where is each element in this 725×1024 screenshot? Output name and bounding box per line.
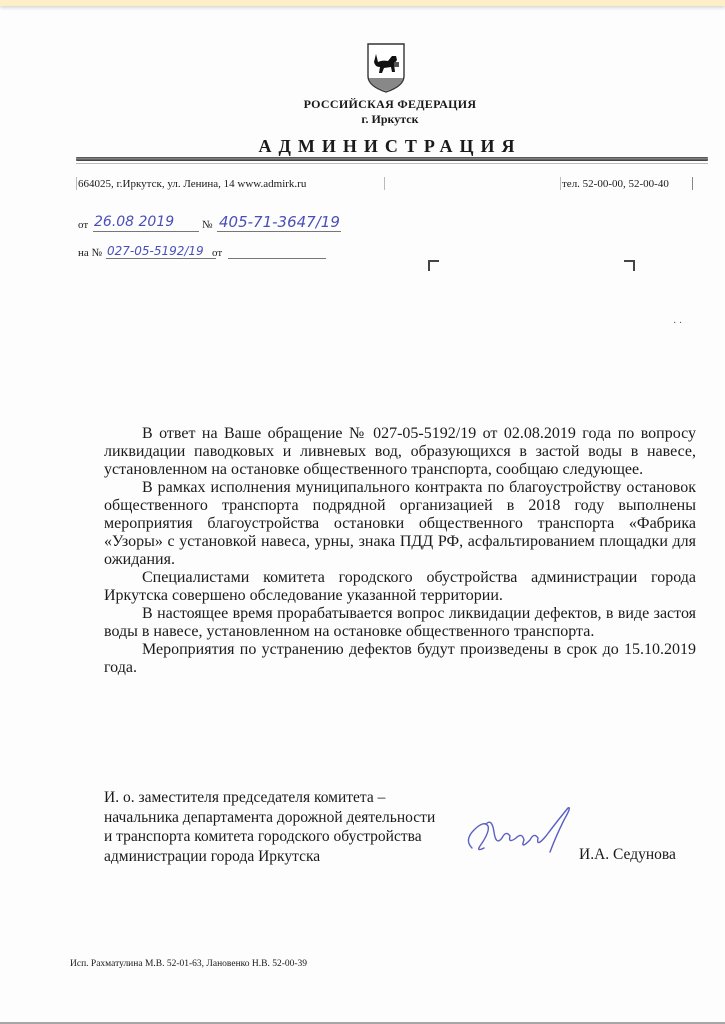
phone-line: тел. 52-00-00, 52-00-40 bbox=[562, 178, 669, 190]
date-value: 26.08 2019 bbox=[94, 214, 175, 230]
number-value: 405-71-3647/19 bbox=[219, 213, 340, 231]
address-line: 664025, г.Иркутск, ул. Ленина, 14 www.admirk.ru bbox=[78, 178, 307, 190]
paragraph-1: В ответ на Ваше обращение № 027-05-5192/19 от 02.08.2019 года по вопросу ликвидации паводковых и ливневых вод, образующихся в застой воды в навесе, установленном на остановке общественного транспорта, сообщаю следующее. bbox=[104, 425, 696, 478]
letter-body bbox=[104, 425, 696, 677]
addressee-dots: · · bbox=[673, 318, 683, 329]
reply-number-label: на № bbox=[78, 247, 103, 259]
reply-date-label: от bbox=[212, 247, 223, 259]
address-bracket-right bbox=[384, 177, 385, 190]
coat-of-arms-icon bbox=[366, 42, 406, 94]
addressee-corner-right bbox=[624, 260, 635, 271]
reply-number-value: 027-05-5192/19 bbox=[107, 244, 204, 258]
paragraph-5: Мероприятия по устранению дефектов будут произведены в срок до 15.10.2019 года. bbox=[104, 641, 696, 676]
header-rule bbox=[76, 157, 708, 161]
address-bracket-left bbox=[76, 177, 77, 190]
country-name: РОССИЙСКАЯ ФЕДЕРАЦИЯ bbox=[303, 97, 477, 111]
organization-title: АДМИНИСТРАЦИЯ bbox=[258, 136, 522, 156]
position-line: и транспорта комитета городского обустройства bbox=[104, 828, 422, 845]
position-line: начальника департамента дорожной деятельности bbox=[104, 808, 436, 826]
paragraph-2: В рамках исполнения муниципального контракта по благоустройству остановок общественного транспорта подрядной организацией в 2018 году выполнены мероприятия благоустройства остановки общественного транспорта «Фабрика «Узоры» с установкой навеса, урны, знака ПДД РФ, асфальтированием площадки для ожидания. bbox=[104, 479, 696, 568]
phone-bracket-left bbox=[560, 177, 561, 190]
phone-bracket-right bbox=[692, 177, 693, 190]
addressee-corner-left bbox=[428, 260, 439, 271]
number-label: № bbox=[202, 219, 213, 231]
position-line: И. о. заместителя председателя комитета – bbox=[104, 789, 386, 806]
city-name: г. Иркутск bbox=[361, 112, 419, 126]
executor-line: Исп. Рахматулина М.В. 52-01-63, Лановенко Н.В. 52-00-39 bbox=[70, 959, 308, 969]
header-rule-thin bbox=[76, 163, 708, 164]
signatory-name: И.А. Седунова bbox=[579, 846, 676, 863]
top-edge-strip bbox=[0, 0, 725, 6]
date-underline bbox=[93, 231, 199, 232]
position-line: администрации города Иркутска bbox=[104, 847, 321, 865]
from-label: от bbox=[78, 219, 89, 231]
paragraph-4: В настоящее время прорабатывается вопрос ликвидации дефектов, в виде застоя воды в навесе, установленном на остановке общественного транспорта. bbox=[104, 605, 696, 640]
reply-number-underline bbox=[106, 258, 216, 259]
reply-date-underline bbox=[228, 258, 326, 259]
signatory-position bbox=[104, 788, 435, 866]
number-underline bbox=[217, 231, 341, 232]
paragraph-3: Специалистами комитета городского обустройства администрации города Иркутска совершено обследование указанной территории. bbox=[104, 569, 696, 604]
handwritten-signature bbox=[458, 802, 578, 862]
